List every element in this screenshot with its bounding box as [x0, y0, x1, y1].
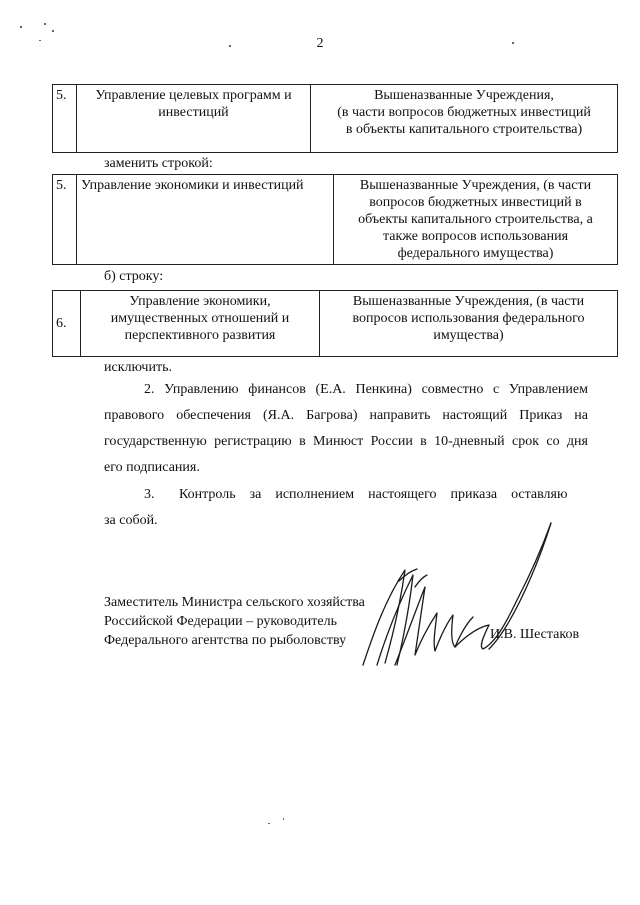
table-old-row — [52, 84, 618, 153]
scope-line: федерального имущества) — [397, 246, 554, 261]
signatory-line: Российской Федерации – руководитель — [104, 614, 337, 629]
table-new-row — [52, 174, 618, 265]
exclude-label: исключить. — [104, 360, 172, 375]
dept-line: перспективного развития — [124, 328, 276, 343]
paragraph-line: 3. Контроль за исполнением настоящего приказа оставляю — [144, 487, 568, 502]
dept-line: Управление целевых программ и — [95, 88, 292, 103]
scope-line: имущества) — [433, 328, 504, 343]
scan-speck — [283, 818, 284, 820]
dept-line: имущественных отношений и — [110, 311, 290, 326]
signatory-line: Федерального агентства по рыболовству — [104, 633, 347, 648]
scan-speck — [20, 26, 22, 28]
scope-line: Вышеназванные Учреждения, (в части — [359, 178, 592, 193]
scan-speck — [52, 30, 54, 32]
scope-line: (в части вопросов бюджетных инвестиций — [337, 105, 591, 120]
scope-cell — [311, 85, 618, 153]
replace-label: заменить строкой: — [104, 156, 213, 171]
scan-speck — [44, 23, 46, 25]
dept-line: Управление экономики, — [129, 294, 271, 309]
scope-cell — [320, 291, 618, 357]
scope-line: вопросов бюджетных инвестиций в — [369, 195, 582, 210]
department-cell — [81, 291, 320, 357]
paragraph-line: за собой. — [104, 513, 158, 528]
signature-image — [355, 515, 555, 680]
scope-line: Вышеназванные Учреждения, (в части — [352, 294, 585, 309]
signatory-line: Заместитель Министра сельского хозяйства — [104, 595, 365, 610]
scope-line: Вышеназванные Учреждения, — [374, 88, 554, 103]
paragraph-2 — [104, 377, 588, 481]
paragraph-line: государственную регистрацию в Минюст России в 10-дневный срок со дня — [104, 434, 588, 449]
department-cell — [77, 85, 311, 153]
scope-cell — [334, 175, 618, 265]
scope-line: в объекты капитального строительства) — [345, 122, 583, 137]
scan-speck — [268, 823, 270, 824]
row-number: 6. — [53, 291, 81, 357]
row-number: 5. — [53, 175, 77, 265]
row-number: 5. — [53, 85, 77, 153]
scope-line: вопросов использования федерального — [352, 311, 585, 326]
paragraph-line: его подписания. — [104, 460, 200, 475]
paragraph-line: правового обеспечения (Я.А. Багрова) направить настоящий Приказ на — [104, 408, 588, 423]
dept-line: инвестиций — [158, 105, 229, 120]
department-cell: Управление экономики и инвестиций — [77, 175, 334, 265]
paragraph-line: 2. Управлению финансов (Е.А. Пенкина) совместно с Управлением — [144, 382, 588, 397]
page-number: 2 — [316, 36, 324, 51]
scope-line: объекты капитального строительства, а — [358, 212, 593, 227]
scope-line: также вопросов использования — [382, 229, 569, 244]
item-b-label: б) строку: — [104, 269, 164, 284]
signatory-name: И.В. Шестаков — [490, 627, 580, 642]
signatory-title — [104, 593, 365, 650]
table-removed-row — [52, 290, 618, 357]
